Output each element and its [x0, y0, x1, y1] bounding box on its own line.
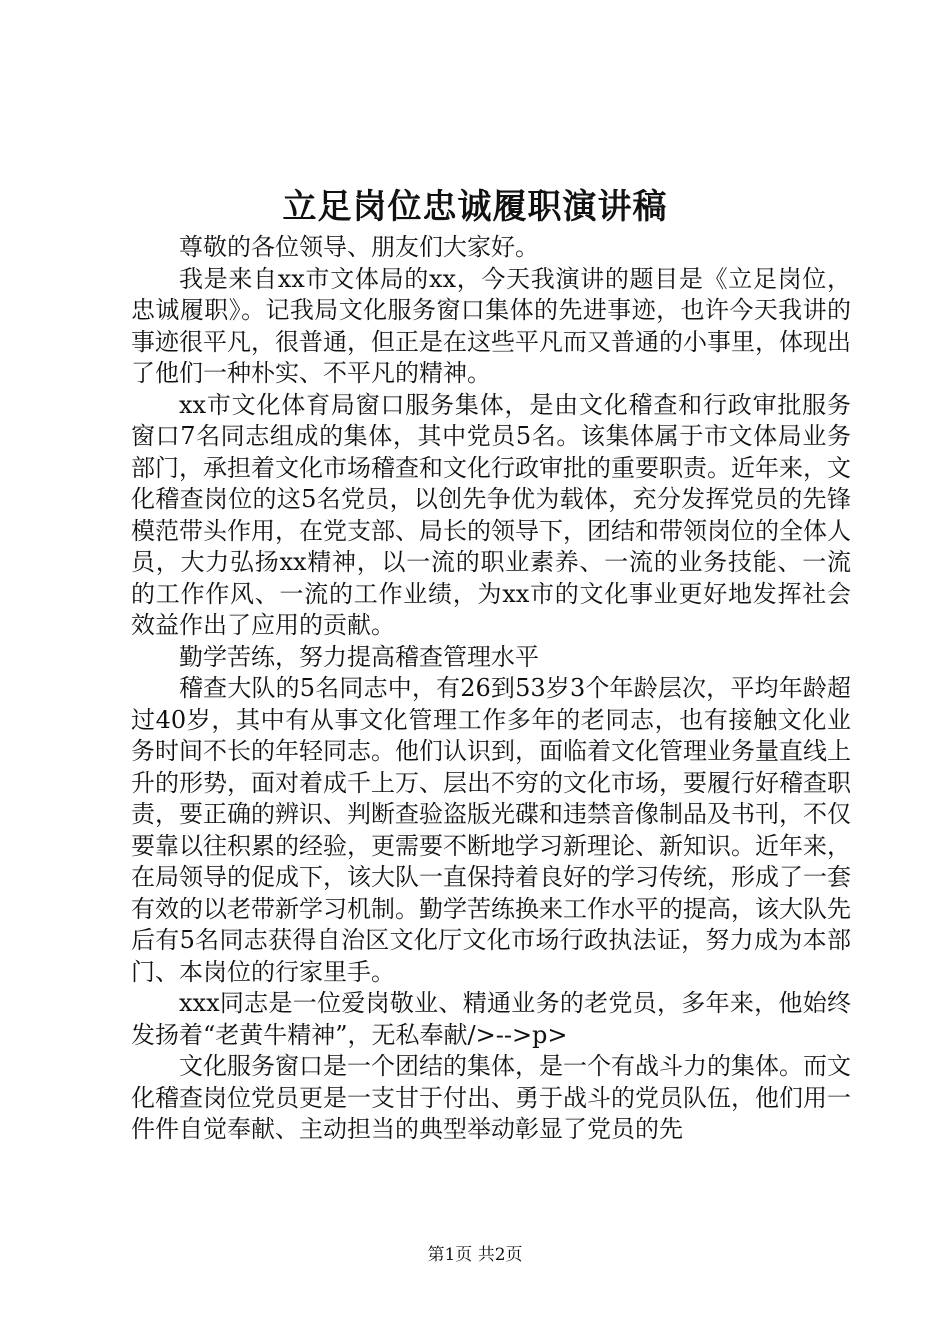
paragraph-united-collective: 文化服务窗口是一个团结的集体，是一个有战斗力的集体。而文化稽查岗位党员更是一支甘于付出、勇于战斗的党员队伍，他们用一件件自觉奉献、主动担当的典型举动彰显了党员的先 — [131, 1052, 851, 1143]
page-number-footer: 第1页 共2页 — [427, 1245, 523, 1265]
paragraph-inspection-team: 稽查大队的5名同志中，有26到53岁3个年龄层次，平均年龄超过40岁，其中有从事文化管理工作多年的老同志，也有接触文化业务时间不长的年轻同志。他们认识到，面临着文化管理业务量直线上升的形势，面对着成千上万、层出不穷的文化市场，要履行好稽查职责，要正确的辨识、判断查验盗版光碟和违禁音像制品及书刊，不仅要靠以往积累的经验，更需要不断地学习新理论、新知识。近年来，在局领导的促成下，该大队一直保持着良好的学习传统，形成了一套有效的以老带新学习机制。勤学苦练换来工作水平的提高，该大队先后有5名同志获得自治区文化厅文化市场行政执法证，努力成为本部门、本岗位的行家里手。 — [131, 674, 851, 986]
document-body — [131, 232, 851, 1146]
paragraph-introduction: 我是来自xx市文体局的xx，今天我演讲的题目是《立足岗位，忠诚履职》。记我局文化服务窗口集体的先进事迹，也许今天我讲的事迹很平凡，很普通，但正是在这些平凡而又普通的小事里，体现出了他们一种朴实、不平凡的精神。 — [131, 264, 851, 387]
paragraph-veteran-member: xxx同志是一位爱岗敬业、精通业务的老党员，多年来，他始终发扬着“老黄牛精神”，无私奉献/>-->p> — [131, 989, 851, 1049]
document-title: 立足岗位忠诚履职演讲稿 — [282, 187, 668, 227]
paragraph-collective-overview: xx市文化体育局窗口服务集体，是由文化稽查和行政审批服务窗口7名同志组成的集体，其中党员5名。该集体属于市文体局业务部门，承担着文化市场稽查和文化行政审批的重要职责。近年来，文化稽查岗位的这5名党员，以创先争优为载体，充分发挥党员的先锋模范带头作用，在党支部、局长的领导下，团结和带领岗位的全体人员，大力弘扬xx精神，以一流的职业素养、一流的业务技能、一流的工作作风、一流的工作业绩，为xx市的文化事业更好地发挥社会效益作出了应用的贡献。 — [131, 390, 851, 639]
section-heading: 勤学苦练，努力提高稽查管理水平 — [179, 642, 539, 671]
paragraph-greeting: 尊敬的各位领导、朋友们大家好。 — [179, 233, 539, 261]
